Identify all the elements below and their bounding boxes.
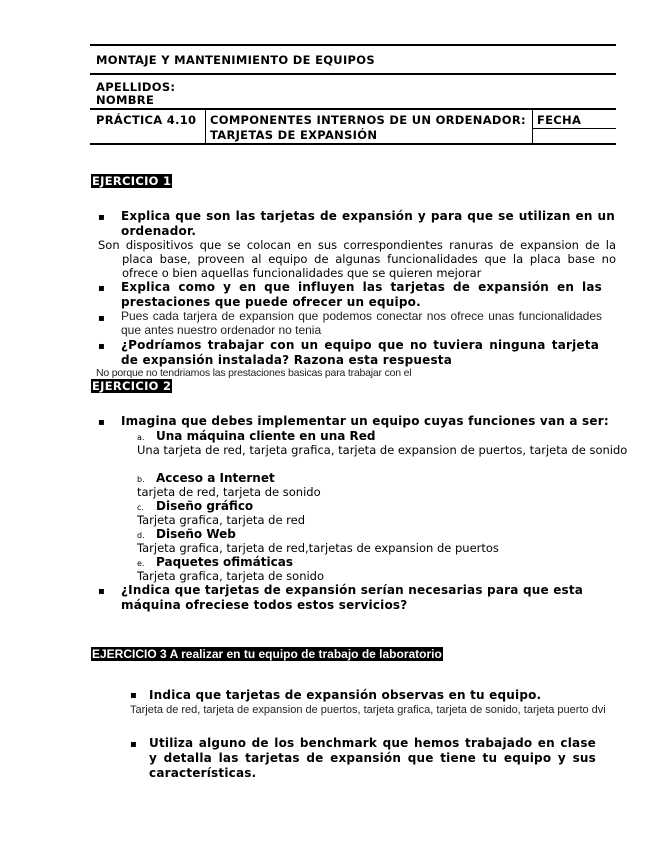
ej1-question-2: Explica como y en que influyen las tarjetas de expansión en las prestaciones que puede ofrecer un equipo. xyxy=(121,280,602,309)
ej2-intro: Imagina que debes implementar un equipo cuyas funciones van a ser: xyxy=(121,414,609,428)
bullet-icon: ▪ xyxy=(98,283,105,294)
item-title: Diseño Web xyxy=(156,527,236,541)
item-answer: tarjeta de red, tarjeta de sonido xyxy=(137,485,321,499)
ejercicio3-heading: EJERCICIO 3 A realizar en tu equipo de trabajo de laboratorio xyxy=(92,647,442,661)
ejercicio1-heading: EJERCICIO 1 xyxy=(92,174,172,188)
item-answer: Tarjeta grafica, tarjeta de red,tarjetas de expansion de puertos xyxy=(137,541,499,555)
ejercicio2-heading: EJERCICIO 2 xyxy=(92,379,172,393)
item-title: Paquetes ofimáticas xyxy=(156,555,293,569)
practica-title-line1: COMPONENTES INTERNOS DE UN ORDENADOR: xyxy=(210,113,526,127)
item-title: Diseño gráfico xyxy=(156,499,254,513)
bullet-icon: ▪ xyxy=(98,212,105,223)
item-title: Una máquina cliente en una Red xyxy=(156,429,376,443)
ej3-question-1: Indica que tarjetas de expansión observas en tu equipo. xyxy=(149,688,542,702)
item-answer: Una tarjeta de red, tarjeta grafica, tarjeta de expansion de puertos, tarjeta de sonido xyxy=(137,443,628,457)
ej1-question-1: Explica que son las tarjetas de expansión y para que se utilizan en un ordenador. xyxy=(121,209,615,238)
item-letter: c. xyxy=(137,503,144,512)
course-title: MONTAJE Y MANTENIMIENTO DE EQUIPOS xyxy=(96,53,375,67)
item-letter: a. xyxy=(137,433,145,442)
item-title: Acceso a Internet xyxy=(156,471,275,485)
header-rule xyxy=(90,73,616,75)
fecha-label: FECHA xyxy=(537,113,582,127)
item-letter: e. xyxy=(137,559,145,568)
ej1-question-3: ¿Podríamos trabajar con un equipo que no tuviera ninguna tarjeta de expansión instalada? Razona esta respuesta xyxy=(121,338,599,367)
nombre-label: NOMBRE xyxy=(96,93,155,107)
bullet-icon: ▪ xyxy=(130,739,137,750)
bullet-icon: ▪ xyxy=(98,417,105,428)
ej1-answer-2: Pues cada tarjera de expansion que podemos conectar nos ofrece unas funcionalidades que antes nuestro ordenador no tenia xyxy=(121,309,602,337)
item-answer: Tarjeta grafica, tarjeta de red xyxy=(137,513,306,527)
bullet-icon: ▪ xyxy=(98,341,105,352)
header-divider xyxy=(205,109,206,144)
practica-label: PRÁCTICA 4.10 xyxy=(96,113,197,127)
practica-title-line2: TARJETAS DE EXPANSIÓN xyxy=(210,128,378,142)
header-rule-top xyxy=(90,44,616,46)
item-letter: d. xyxy=(137,531,145,540)
item-answer: Tarjeta grafica, tarjeta de sonido xyxy=(137,569,325,583)
header-rule xyxy=(90,108,616,110)
ej2-question: ¿Indica que tarjetas de expansión serían necesarias para que esta máquina ofreciese todos estos servicios? xyxy=(121,583,584,612)
fecha-rule xyxy=(532,128,616,129)
ej1-answer-1 xyxy=(98,238,616,280)
bullet-icon: ▪ xyxy=(98,313,105,324)
ej3-answer-1: Tarjeta de red, tarjeta de expansion de puertos, tarjeta grafica, tarjeta de sonido, tarjeta puerto dvi xyxy=(130,704,606,716)
header-rule-bottom xyxy=(90,143,616,145)
ej1-answer-3: No porque no tendriamos las prestaciones basicas para trabajar con el xyxy=(96,367,412,379)
ej3-question-2: Utiliza alguno de los benchmark que hemos trabajado en clase y detalla las tarjetas de expansión que tiene tu equipo y sus características. xyxy=(149,736,596,780)
item-letter: b. xyxy=(137,475,145,484)
header-divider xyxy=(532,109,533,144)
apellidos-label: APELLIDOS: xyxy=(96,80,176,94)
bullet-icon: ▪ xyxy=(98,586,105,597)
ej1-answer-1-text: Son dispositivos que se colocan en sus correspondientes ranuras de expansion de la placa base, proveen al equipo de algunas funcionalidades que la placa base no ofrece o bien aquellas funcionalidades que se quieren mejorar xyxy=(98,238,616,280)
bullet-icon: ▪ xyxy=(130,690,137,701)
